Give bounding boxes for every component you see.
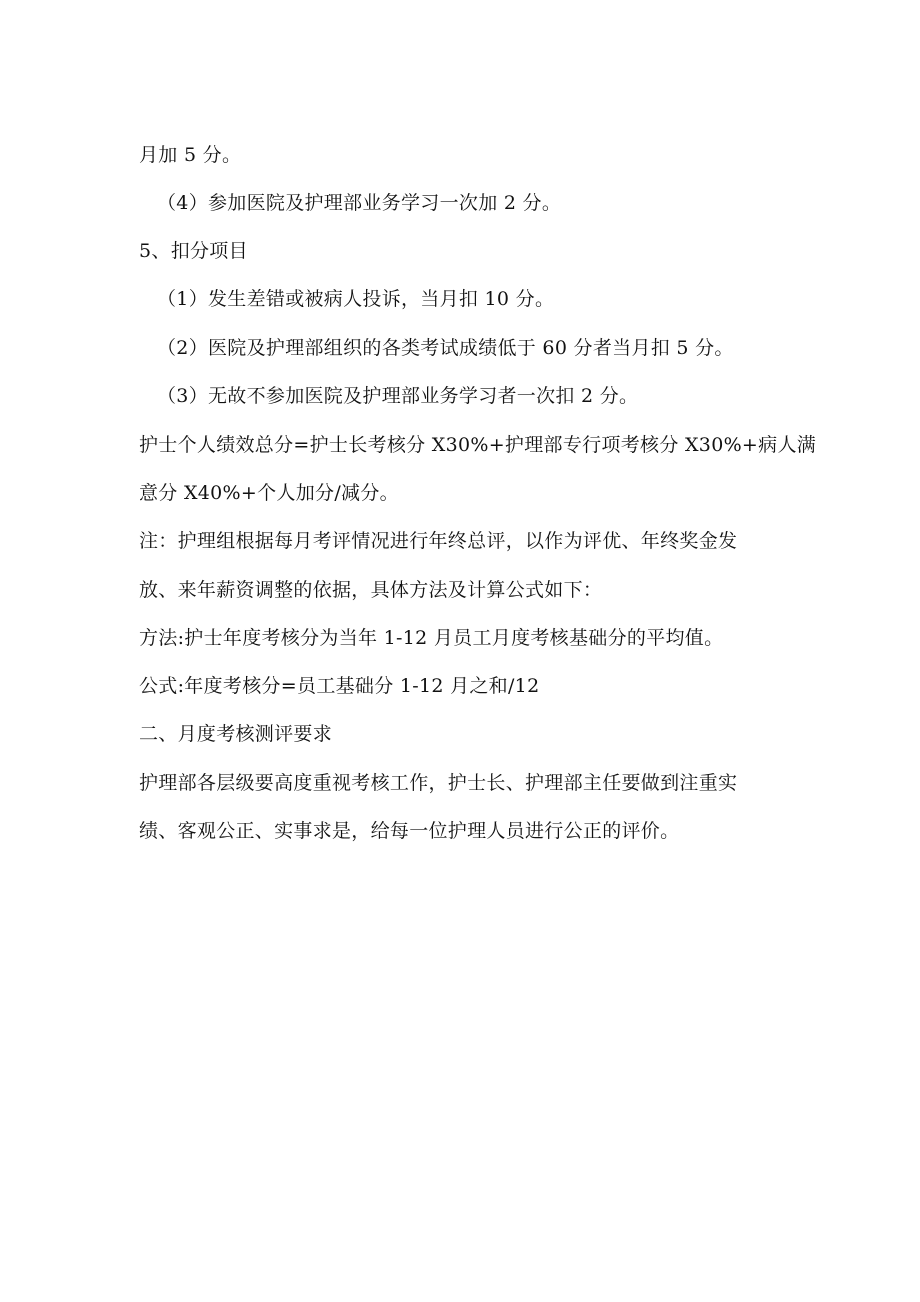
text-line-5: （2）医院及护理部组织的各类考试成绩低于 60 分者当月扣 5 分。 [157, 337, 734, 359]
text-line-12: 公式:年度考核分=员工基础分 1-12 月之和/12 [139, 675, 540, 697]
text-line-14: 护理部各层级要高度重视考核工作，护士长、护理部主任要做到注重实 [139, 772, 738, 794]
text-line-1: 月加 5 分。 [139, 144, 242, 166]
text-line-9: 注：护理组根据每月考评情况进行年终总评，以作为评优、年终奖金发 [139, 530, 738, 552]
section-heading-monthly: 二、月度考核测评要求 [139, 723, 333, 745]
text-line-15: 绩、客观公正、实事求是，给每一位护理人员进行公正的评价。 [139, 820, 680, 842]
text-line-11: 方法:护士年度考核分为当年 1-12 月员工月度考核基础分的平均值。 [139, 627, 724, 649]
text-line-6: （3）无故不参加医院及护理部业务学习者一次扣 2 分。 [157, 385, 639, 407]
section-heading-deductions: 5、扣分项目 [139, 240, 248, 262]
text-line-10: 放、来年薪资调整的依据，具体方法及计算公式如下： [139, 579, 603, 601]
text-line-2: （4）参加医院及护理部业务学习一次加 2 分。 [157, 192, 562, 214]
text-line-8: 意分 X40%+个人加分/减分。 [139, 482, 399, 504]
text-line-4: （1）发生差错或被病人投诉，当月扣 10 分。 [157, 288, 555, 310]
text-line-7: 护士个人绩效总分=护士长考核分 X30%+护理部专行项考核分 X30%+病人满 [139, 434, 817, 456]
